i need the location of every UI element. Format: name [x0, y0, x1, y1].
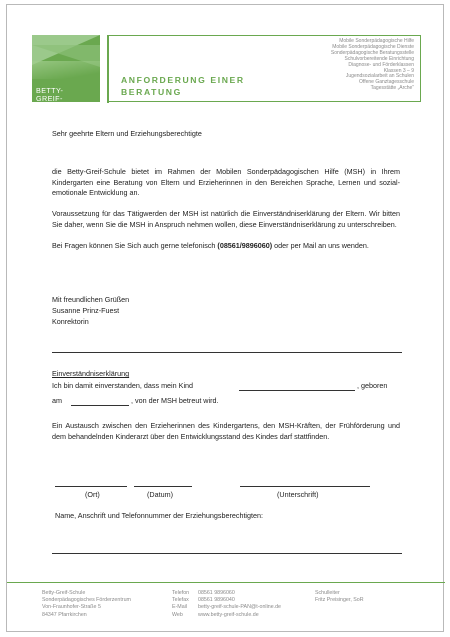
service-item: Sonderpädagogische Beratungsstelle	[330, 49, 414, 56]
footer-headmaster: Schulleiter Fritz Preisinger, SoR	[315, 590, 364, 604]
service-item: Mobile Sonderpädagogische Dienste	[332, 43, 414, 50]
footer-divider	[7, 582, 445, 583]
footer-email-link[interactable]: betty-greif-schule-PAN@t-online.de	[198, 604, 282, 611]
signer-name: Susanne Prinz-Fuest	[52, 306, 120, 315]
birthdate-field[interactable]	[71, 405, 129, 406]
consent-line2-suffix: , von der MSH betreut wird.	[131, 396, 219, 405]
salutation: Sehr geehrte Eltern und Erziehungsberechtigte	[52, 129, 202, 138]
consent-line1-suffix: , geboren	[357, 381, 388, 390]
service-item: Offene Ganztagesschule	[359, 79, 414, 86]
footer-address: Betty-Greif-Schule Sonderpädagogisches Förderzentrum Von-Fraunhofer-Straße 5 84347 Pfarrkirchen	[42, 590, 131, 618]
name-address-label: Name, Anschrift und Telefonnummer der Erziehungsberechtigten:	[55, 511, 264, 520]
letter-page	[6, 4, 444, 632]
closing: Mit freundlichen Grüßen	[52, 295, 130, 304]
paragraph-intro: die Betty-Greif-Schule bietet im Rahmen der Mobilen Sonderpädagogischen Hilfe (MSH) in Ihrem Kindergarten eine Beratung von Eltern und Erzieherinnen in den Bereichen Sprache, Lernen und sozial-emotionale Entwicklung an.	[52, 167, 400, 198]
signer-title: Konrektorin	[52, 317, 89, 326]
paragraph-contact: Bei Fragen können Sie Sich auch gerne telefonisch (08561/9896060) oder per Mail an uns wenden.	[52, 241, 369, 250]
place-field[interactable]	[55, 486, 127, 487]
date-field[interactable]	[134, 486, 192, 487]
logo-wordmark: BETTY- GREIF- SCHULE	[36, 86, 68, 111]
footer-contact: Telefon 08561 9896060 Telefax 08561 9896040 E-Mail betty-greif-schule-PAN@t-online.de Web www.betty-greif-schule.de	[172, 590, 282, 618]
signature-field[interactable]	[240, 486, 370, 487]
consent-line2-prefix: am	[52, 396, 62, 405]
name-address-field[interactable]	[52, 553, 402, 554]
footer-web-link[interactable]: www.betty-greif-schule.de	[198, 611, 259, 618]
label-place: (Ort)	[85, 490, 100, 499]
school-logo	[32, 35, 100, 111]
service-item: Diagnose- und Förderklassen	[348, 61, 414, 68]
separator-line	[52, 352, 402, 353]
service-item: Tagesstätte „Arche“	[370, 85, 414, 92]
paragraph-requirement: Voraussetzung für das Tätigwerden der MSH ist natürlich die Einverständniserklärung der Eltern. Wir bitten Sie daher, wenn Sie die MSH in Anspruch nehmen wollen, diese Einverständniserklärung zu unterschreiben.	[52, 209, 400, 229]
label-signature: (Unterschrift)	[277, 490, 319, 499]
service-item: Jugendsozialarbeit an Schulen	[345, 73, 414, 80]
service-item: Mobile Sonderpädagogische Hilfe	[339, 38, 414, 44]
label-date: (Datum)	[147, 490, 173, 499]
header-frame	[107, 35, 421, 102]
service-item: Schulvorbereitende Einrichtung	[344, 55, 414, 62]
child-name-field[interactable]	[239, 390, 355, 391]
document-title: ANFORDERUNG EINER BERATUNG	[121, 75, 245, 97]
consent-line1-text: Ich bin damit einverstanden, dass mein Kind	[52, 381, 194, 390]
phone-number: (08561/9896060)	[217, 241, 273, 250]
services-list	[331, 39, 414, 92]
service-item: Klassen 3 – 9	[383, 67, 414, 74]
consent-exchange-paragraph: Ein Austausch zwischen den Erzieherinnen des Kindergartens, den MSH-Kräften, der Frühförderung und dem behandelnden Kinderarzt über den Entwicklungsstand des Kindes darf stattfinden.	[52, 421, 400, 441]
consent-heading: Einverständniserklärung	[52, 369, 130, 378]
